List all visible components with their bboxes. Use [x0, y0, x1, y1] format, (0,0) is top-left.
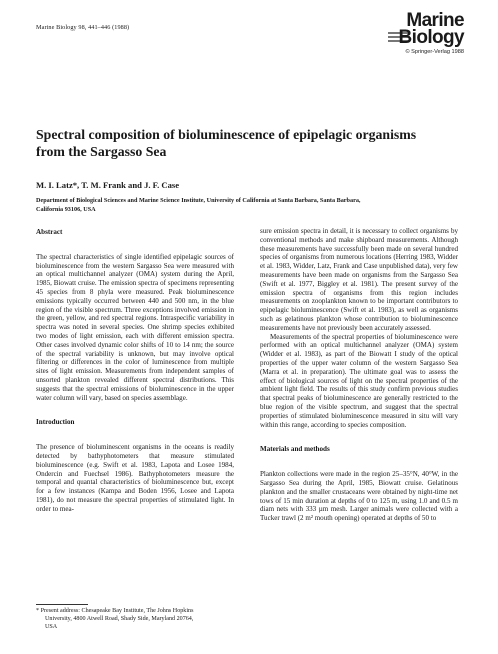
affiliation-line-1: Department of Biological Sciences and Marine Science Institute, University of California at Santa Barbara, Santa Barbara,: [36, 197, 361, 204]
introduction-heading: Introduction: [36, 418, 75, 427]
methods-text: Plankton collections were made in the region 25–35°N, 40°W, in the Sargasso Sea during the April, 1985, Biowatt cruise. Gelatinous plankton and the smaller crustaceans were obtained by night-time net tows of 15 min duration at depths of 0 to 125 m, using 1.0 and 0.5 m diam nets with 333 µm mesh. Larger animals were collected with a Tucker trawl (2 m² mouth opening) operated at depths of 50 to: [260, 470, 458, 523]
footnote-line-3: USA: [45, 623, 58, 630]
affiliation-line-2: California 93106, USA: [36, 205, 96, 213]
footnote-line-2: University, 4800 Atwell Road, Shady Side, Maryland 20764,: [45, 615, 194, 622]
methods-heading: Materials and methods: [260, 445, 330, 454]
intro-paragraph-2: Measurements of the spectral properties of bioluminescence were performed with an optical multichannel analyzer (OMA) system (Widder et al. 1983), as part of the Biowatt I study of the optical properties of the upper water column of the western Sargasso Sea (Marra et al. in preparation). The ultimate goal was to assess the effect of biological sources of light on the spectral properties of the ambient light field. The results of this study confirm previous studies that spectral peaks of bioluminescence are generally restricted to the blue region of the visible spectrum, and suggest that the spectral properties of stimulated bioluminescence measured in situ will vary within this range, according to species composition.: [260, 332, 458, 429]
abstract-heading: Abstract: [36, 228, 63, 236]
logo-word-marine: Marine: [406, 10, 464, 31]
journal-logo: [388, 12, 464, 64]
footnote-divider: [36, 604, 88, 605]
introduction-text: The presence of bioluminescent organisms in the oceans is readily detected by bathyphotometers that measure stimulated bioluminescence (e.g. Swift et al. 1983, Lapota and Losee 1984, Ondercin and Fuechsel 1986). Bathyphotometers measure the temporal and quantal characteristics of bioluminescence but, except for a few instances (Kampa and Boden 1956, Losee and Lapota 1981), do not measure the spectral properties of stimulated light. In order to mea-: [36, 443, 234, 513]
footnote: [36, 608, 232, 631]
left-column: [36, 228, 234, 514]
affiliation: [36, 197, 456, 214]
footnote-line-1: * Present address: Chesapeake Bay Institute, The Johns Hopkins: [36, 608, 194, 614]
author-list: M. I. Latz*, T. M. Frank and J. F. Case: [36, 180, 180, 190]
article-title: [36, 126, 456, 160]
intro-continued-text: sure emission spectra in detail, it is necessary to collect organisms by conventional methods and make shipboard measurements. Although these measurements have successfully been made on several hundred species of organisms from numerous locations (Herring 1983, Widder et al. 1983, Widder, Latz, Frank and Case unpublished data), very few measurements have been made on organisms from the Sargasso Sea (Swift et al. 1977, Biggley et al. 1981). The present survey of the emission spectra of organisms from this region includes measurements on zooplankton known to be important contributors to epipelagic bioluminescence (Swift et al. 1983), as well as organisms such as gelatinous plankton whose contribution to bioluminescence measurements have not previously been accurately assessed.: [260, 227, 458, 332]
logo-word-biology: Biology: [398, 27, 464, 48]
right-column: [260, 227, 458, 523]
title-line-1: Spectral composition of bioluminescence of epipelagic organisms: [36, 127, 417, 142]
copyright-notice: © Springer-Verlag 1988: [405, 49, 464, 55]
journal-citation: Marine Biology 98, 441–446 (1988): [36, 24, 130, 31]
title-line-2: from the Sargasso Sea: [36, 144, 167, 159]
abstract-text: The spectral characteristics of single identified epipelagic sources of bioluminescence from the western Sargasso Sea were measured with an optical multichannel analyzer (OMA) system during the April, 1985, Biowatt cruise. The emission spectra of specimens representing 45 species from 8 phyla were measured. Peak bioluminescence emissions typically occurred between 440 and 500 nm, in the blue region of the visible spectrum. Three exceptions involved emission in the green, yellow, and red spectral regions. Intraspecific variability in spectra was noted in several species. One shrimp species exhibited two modes of light emission, each with different emission spectra. Other cases involved dynamic color shifts of 10 to 14 nm; the source of the spectral variability is unknown, but may involve optical filtering or differences in the color of luminescence from multiple sites of light emission. Measurements from independent samples of unsorted plankton revealed different spectral distributions. This suggests that the spectral emissions of bioluminescence in the upper water column will vary, based on species assemblage.: [36, 252, 234, 402]
